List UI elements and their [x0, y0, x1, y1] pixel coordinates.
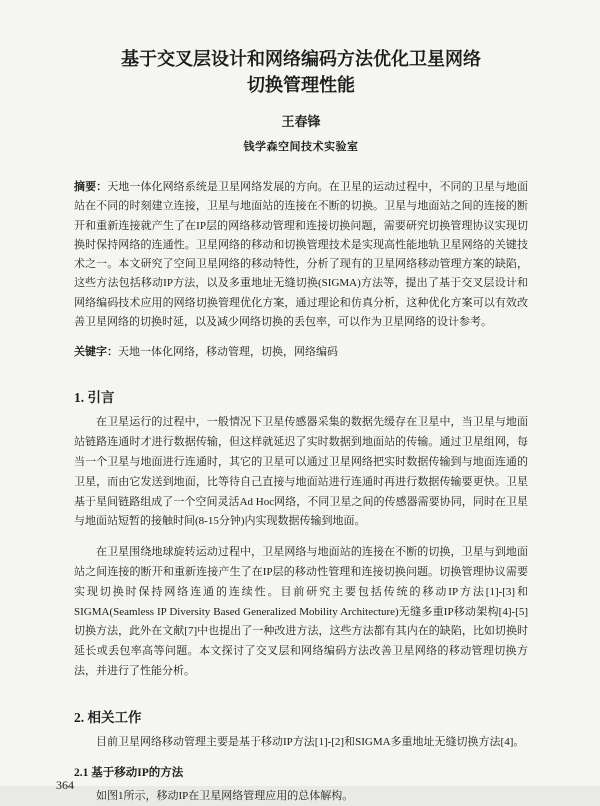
paper-title: [74, 46, 528, 98]
section-1-paragraph-1: 在卫星运行的过程中，一般情况下卫星传感器采集的数据先缓存在卫星中，当卫星与地面站链路连通时才进行数据传输，但这样就延迟了实时数据到地面站的传输。通过卫星组网，每当一个卫星与地面进行连通时，其它的卫星可以通过卫星网络把实时数据传输到与地面连通的卫星，而由它发送到地面，比等待自己直接与地面站进行连通时再进行数据传输要更快。卫星基于星间链路组成了一个空间灵活Ad Hoc网络，不同卫星之间的传感器需要协同，同时在卫星与地面站短暂的接触时间(8-15分钟)内实现数据传输到地面。: [74, 416, 528, 528]
author-name: 王春锋: [281, 114, 321, 130]
section-2-1-heading: 2.1 基于移动IP的方法: [74, 766, 184, 779]
abstract-paragraph: [74, 178, 528, 332]
section-1-heading: 1. 引言: [74, 390, 115, 406]
author-affiliation: 钱学森空间技术实验室: [243, 141, 359, 154]
keywords-label: 关键字：: [74, 346, 118, 359]
abstract-label: 摘要：: [74, 181, 108, 194]
keywords-text: 天地一体化网络，移动管理，切换，网络编码: [118, 346, 338, 359]
section-2-paragraph-1: 目前卫星网络移动管理主要是基于移动IP方法[1]-[2]和SIGMA多重地址无缝切换方法[4]。: [96, 735, 525, 748]
abstract-text: 天地一体化网络系统是卫星网络发展的方向。在卫星的运动过程中，不同的卫星与地面站在不同的时刻建立连接，卫星与地面站的连接在不断的切换。卫星与地面站之间的连接的断开和重新连接就产生了在IP层的网络移动管理和连接切换问题，需要研究切换管理协议实现切换时保持网络的连通性。卫星网络的移动和切换管理技术是实现高性能地轨卫星网络的关键技术之一。本文研究了空间卫星网络的移动特性，分析了现有的卫星网络移动管理方案的缺陷，这些方法包括移动IP方法，以及多重地址无缝切换(SIGMA)方法等，提出了基于交叉层设计和网络编码技术应用的网络切换管理优化方案，通过理论和仿真分析，这种优化方案可以有效改善卫星网络的切换时延，以及减少网络切换的丢包率，可以作为卫星网络的设计参考。: [74, 181, 529, 328]
paper-title-line2: 切换管理性能: [247, 75, 355, 96]
section-2-heading: 2. 相关工作: [74, 709, 142, 725]
section-2-1-paragraph-1: 如图1所示，移动IP在卫星网络管理应用的总体解构。: [96, 789, 354, 802]
page-number: 364: [56, 778, 74, 792]
keywords-line: [74, 343, 528, 362]
paper-title-line1: 基于交叉层设计和网络编码方法优化卫星网络: [121, 49, 481, 69]
section-1-paragraph-2: 在卫星围绕地球旋转运动过程中，卫星网络与地面站的连接在不断的切换，卫星与到地面站之间连接的断开和重新连接产生了在IP层的移动性管理和连接切换问题。切换管理协议需要实现切换时保持网络连通的连续性。目前研究主要包括传统的移动IP方法[1]-[3]和SIGMA(Seamless IP Diversity Based Generalized Mobility Architecture)无缝多重IP移动架构[4]-[5]切换方法，此外在文献[7]中也提出了一种改进方法，这些方法都有其内在的缺陷，比如切换时延长或丢包率高等问题。本文探讨了交叉层和网络编码方法改善卫星网络的移动管理切换方法，并进行了性能分析。: [74, 546, 528, 677]
